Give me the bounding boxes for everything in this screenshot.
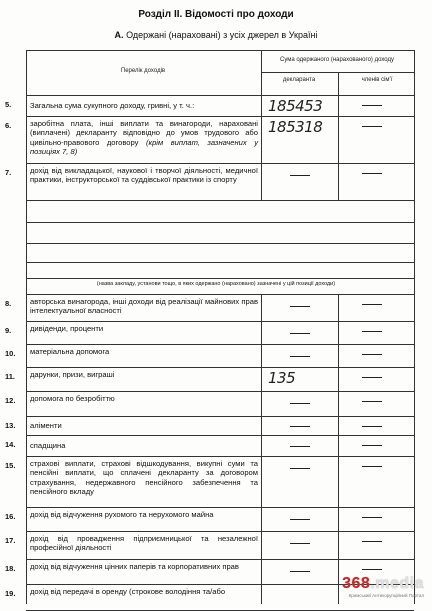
row-label: допомога по безробіттю [30,394,115,403]
declarant-dash [290,306,310,307]
table-hline [26,200,414,201]
row-number: 15. [5,461,16,470]
row-number: 16. [5,512,16,521]
table-vline [261,50,262,200]
row-label: аліменти [30,421,62,430]
watermark-brand-num: 368 [342,575,371,592]
declarant-amount: 185318 [268,118,323,136]
row-number: 18. [5,564,16,573]
row-label: авторська винагорода, інші доходи від реалізації майнових прав інтелектуальної власності [30,297,258,316]
table-hline [26,456,414,457]
declarant-dash [290,403,310,404]
row-label: дохід від передачі в оренду (строкове володіння та/або [30,587,226,596]
row-number: 9. [5,326,12,335]
row-number: 8. [5,299,12,308]
family-dash [362,354,382,355]
declarant-dash [290,571,310,572]
declarant-dash [290,468,310,469]
family-dash [362,466,382,467]
table-hline [26,243,414,244]
table-vline [338,294,339,604]
family-dash [362,105,382,106]
row-label: дарунки, призи, виграші [30,370,115,379]
header-declarant: декларанта [282,77,316,83]
table-hline [26,262,414,263]
declarant-dash [290,543,310,544]
row-number: 11. [5,372,16,381]
header-item-list: Перелік доходів [120,68,166,74]
table-hline [26,294,414,295]
row-label: дивіденди, проценти [30,324,104,333]
subsection-text: Одержані (нараховані) з усіх джерел в Україні [126,30,318,40]
family-dash [362,126,382,127]
row-label: заробітна плата, інші виплати та винагороди, нараховані (виплачені) декларанту відповідно до умов трудового або цивільно-правового договору (крім виплат, зазначених у позиціях 7, 8) [30,119,258,157]
row-label: дохід від провадження підприємницької та незалежної професійної діяльності [30,534,258,553]
table-hline [26,531,414,532]
table-hline [26,435,414,436]
watermark-brand-rest: .media [370,575,424,592]
section-title: Розділ ІІ. Відомості про доходи [138,9,294,20]
row-number: 14. [5,440,16,449]
row-number: 5. [5,100,12,109]
row-label: страхові виплати, страхові відшкодування, викупні суми та пенсійні виплати, що сплачені декларанту за договором страхування, недержавного пенсійного забезпечення та пенсійного вкладу [30,459,258,497]
family-dash [362,541,382,542]
table-vline [338,72,339,200]
declarant-dash [290,333,310,334]
row-number: 19. [5,589,16,598]
table-hline [26,222,414,223]
table-hline [26,95,414,96]
subsection-letter: А. [114,30,124,40]
table-hline [26,391,414,392]
declarant-amount: 135 [268,369,296,387]
declarant-dash [290,356,310,357]
row-number: 6. [5,121,12,130]
family-dash [362,377,382,378]
row-number: 10. [5,349,16,358]
row-label: дохід від викладацької, наукової і творчої діяльності, медичної практики, інструкторської та суддівської практики із спорту [30,166,258,185]
table-hline [26,321,414,322]
row-number: 17. [5,536,16,545]
row-label: дохід від відчуження цінних паперів та корпоративних прав [30,562,239,571]
watermark-tagline: Кримський Антикорупційний Портал [348,593,424,598]
table-hline [26,163,414,164]
header-family: членів сім'ї [361,77,393,83]
family-dash [362,426,382,427]
family-dash [362,331,382,332]
subsection-title [0,30,432,40]
row-label: дохід від відчуження рухомого та нерухомого майна [30,510,214,519]
row-number: 7. [5,168,12,177]
family-dash [362,517,382,518]
table-hline [26,116,414,117]
table-vline [26,50,27,604]
family-dash [362,445,382,446]
table-hline [26,50,414,51]
row-number: 13. [5,421,16,430]
declarant-dash [290,446,310,447]
row-label: спадщина [30,441,66,450]
declarant-dash [290,426,310,427]
table-hline [26,559,414,560]
row-label: Загальна сума сукупного доходу, гривні, у т. ч.: [30,101,195,110]
table-hline [26,278,414,279]
table-hline [26,416,414,417]
declarant-dash [290,519,310,520]
family-dash [362,304,382,305]
family-dash [362,173,382,174]
declarant-amount: 185453 [268,97,323,115]
family-dash [362,569,382,570]
header-sum-title: Сума одержаного (нарахованого) доходу [279,57,394,63]
table-hline [26,367,414,368]
blank-rows-note: (назва закладу, установи тощо, в яких одержано (нараховано) зазначені у цій позиції доходи) [96,281,336,287]
family-dash [362,401,382,402]
table-vline [261,294,262,604]
row-number: 12. [5,396,16,405]
watermark-logo [342,575,424,598]
declarant-dash [290,175,310,176]
table-hline [26,344,414,345]
table-hline [26,507,414,508]
table-vline [414,50,415,604]
row-label: матеріальна допомога [30,347,110,356]
